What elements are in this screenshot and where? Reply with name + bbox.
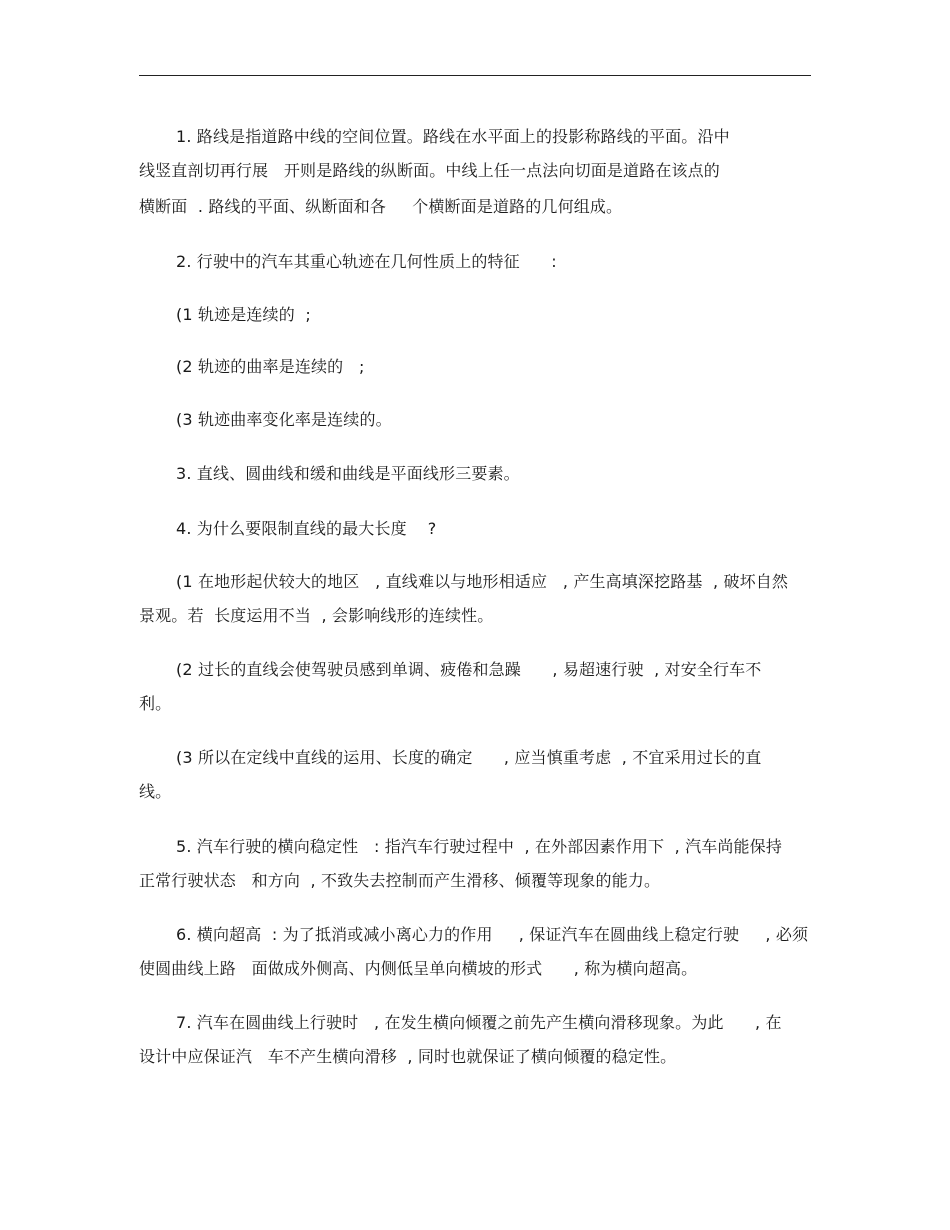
paragraph-8-line-2: 景观。若 长度运用不当 , 会影响线形的连续性。 [139,606,494,625]
paragraph-9-line-2: 利。 [139,694,172,713]
paragraph-7-line-1: 4. 为什么要限制直线的最大长度 ? [176,519,437,538]
paragraph-4-line-1: (2 轨迹的曲率是连续的 ; [176,357,365,376]
paragraph-12-line-1: 6. 横向超高 : 为了抵消或减小离心力的作用 , 保证汽车在圆曲线上稳定行驶 , 必须 [176,925,809,944]
header-rule [139,75,811,76]
paragraph-11-line-1: 5. 汽车行驶的横向稳定性 : 指汽车行驶过程中 , 在外部因素作用下 , 汽车尚能保持 [176,837,782,856]
paragraph-10-line-1: (3 所以在定线中直线的运用、长度的确定 , 应当慎重考虑 , 不宜采用过长的直 [176,748,762,767]
paragraph-6-line-1: 3. 直线、圆曲线和缓和曲线是平面线形三要素。 [176,464,520,483]
paragraph-1-line-3: 横断面 . 路线的平面、纵断面和各 个横断面是道路的几何组成。 [139,197,623,216]
paragraph-1-line-1: 1. 路线是指道路中线的空间位置。路线在水平面上的投影称路线的平面。沿中 [176,127,730,146]
paragraph-12-line-2: 使圆曲线上路 面做成外侧高、内侧低呈单向横坡的形式 , 称为横向超高。 [139,959,698,978]
paragraph-13-line-2: 设计中应保证汽 车不产生横向滑移 , 同时也就保证了横向倾覆的稳定性。 [139,1047,677,1066]
paragraph-13-line-1: 7. 汽车在圆曲线上行驶时 , 在发生横向倾覆之前先产生横向滑移现象。为此 , 在 [176,1013,782,1032]
paragraph-2-line-1: 2. 行驶中的汽车其重心轨迹在几何性质上的特征 : [176,252,557,271]
paragraph-5-line-1: (3 轨迹曲率变化率是连续的。 [176,410,392,429]
paragraph-1-line-2: 线竖直剖切再行展 开则是路线的纵断面。中线上任一点法向切面是道路在该点的 [139,161,720,180]
paragraph-3-line-1: (1 轨迹是连续的 ; [176,305,311,324]
paragraph-9-line-1: (2 过长的直线会使驾驶员感到单调、疲倦和急躁 , 易超速行驶 , 对安全行车不 [176,660,762,679]
paragraph-8-line-1: (1 在地形起伏较大的地区 , 直线难以与地形相适应 , 产生高填深挖路基 , 破坏自然 [176,572,789,591]
paragraph-11-line-2: 正常行驶状态 和方向 , 不致失去控制而产生滑移、倾覆等现象的能力。 [139,871,661,890]
paragraph-10-line-2: 线。 [139,782,172,801]
